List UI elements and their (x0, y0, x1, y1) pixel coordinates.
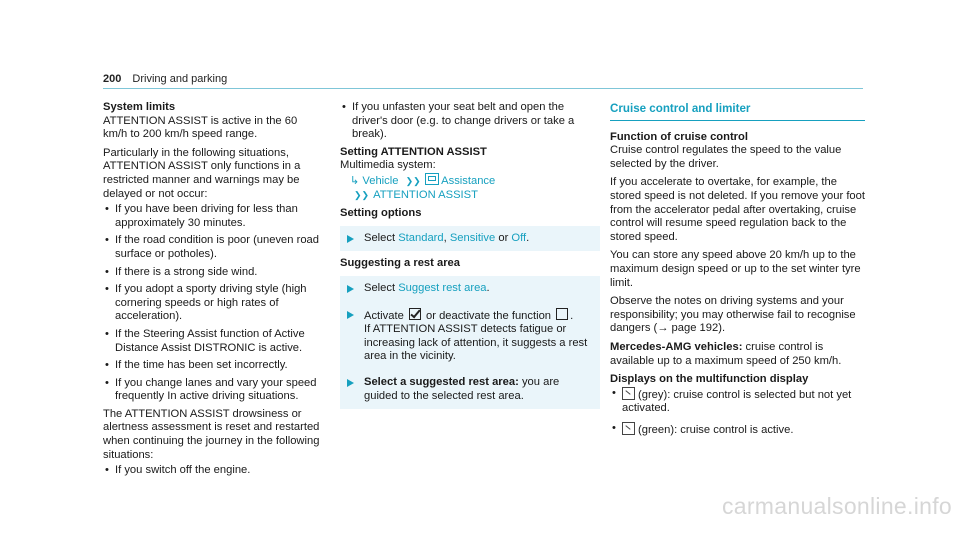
amg-paragraph (610, 341, 865, 368)
cruise-control-icon (622, 422, 635, 435)
step-text: you are guided to the selected rest area. (364, 375, 560, 402)
paragraph: You can store any speed above 20 km/h up to the maximum design speed or up to the set winter tyre limit. (610, 249, 861, 289)
display-item-text: (grey): cruise control is selected but not yet activated. (622, 388, 852, 415)
list-item (610, 422, 865, 438)
step-text-or: or (498, 231, 509, 244)
section-divider (610, 120, 865, 121)
header-divider (103, 88, 863, 89)
page-header (103, 73, 227, 87)
setting-heading: Setting ATTENTION ASSIST (340, 145, 487, 158)
step-text: Activate (364, 309, 404, 322)
menu-assistance: Assistance (441, 174, 496, 187)
list-item: • If you switch off the engine. (103, 464, 323, 478)
step-text: or deactivate the function (426, 309, 552, 322)
return-arrow-icon: ↳ (350, 174, 360, 187)
menu-path (340, 173, 600, 189)
display-heading: Displays on the multifunction display (610, 373, 809, 386)
paragraph: Observe the notes on driving systems and your responsibility; you may otherwise fail to recognise dangers (→ page 192). (610, 295, 856, 335)
list-item: • If you have been driving for less than approximately 30 minutes. (103, 203, 323, 230)
list-item: • If the time has been set incorrectly. (103, 359, 323, 373)
column-left (103, 101, 323, 482)
page-number: 200 (103, 73, 122, 85)
column-middle (340, 101, 600, 409)
list-item (610, 387, 865, 416)
option-standard: Standard (398, 231, 444, 244)
reset-paragraph: The ATTENTION ASSIST drowsiness or alertness assessment is reset and restarted when continuing the journey in the following situations: (103, 407, 320, 461)
step (364, 376, 592, 403)
step-arrow-icon (347, 285, 354, 293)
step-arrow-icon (347, 379, 354, 387)
watermark: carmanualsonline.info (721, 493, 952, 519)
checkbox-empty-icon (556, 308, 568, 320)
step-detail: If ATTENTION ASSIST detects fatigue or increasing lack of attention, it suggests a rest area in the vicinity. (364, 323, 588, 363)
function-heading: Function of cruise control (610, 130, 748, 143)
step-text: Select (364, 231, 396, 244)
step-arrow-icon (347, 311, 354, 319)
paragraph: If you accelerate to overtake, for example, the stored speed is not deleted. If you remove your foot from the accelerator pedal after overtaking, cruise control will resume speed regulation back to the stored speed. (610, 176, 865, 243)
option-sensitive: Sensitive (449, 231, 496, 244)
column-right (610, 101, 865, 441)
list-item: • If there is a strong side wind. (103, 266, 323, 280)
step-arrow-icon (347, 235, 354, 243)
checkbox-checked-icon (409, 308, 421, 320)
system-limits-intro: ATTENTION ASSIST is active in the 60 km/h to 200 km/h speed range. (103, 114, 298, 141)
list-item: • If you unfasten your seat belt and open the driver's door (e.g. to change drivers or take a break). (340, 101, 600, 142)
step: Select Standard, Sensitive or Off. (364, 232, 592, 246)
paragraph: Cruise control regulates the speed to the value selected by the driver. (610, 144, 842, 170)
menu-path-2 (340, 189, 600, 203)
step-text: Select (364, 281, 396, 294)
step-bold: Select a suggested rest area: (364, 375, 519, 388)
step: Activate or deactivate the function . If ATTENTION ASSIST detects fatigue or increasing lack of attention, it suggests a rest area in the vicinity. (364, 308, 592, 364)
list-item: • If the road condition is poor (uneven road surface or potholes). (103, 234, 323, 261)
list-item: • If you change lanes and vary your speed frequently In active driving situations. (103, 377, 323, 404)
section-heading: Cruise control and limiter (610, 102, 751, 115)
amg-bold: Mercedes-AMG vehicles: (610, 340, 743, 353)
step: Select Suggest rest area. (364, 282, 592, 296)
options-step-box (340, 226, 600, 252)
system-limits-heading: System limits (103, 101, 176, 113)
multimedia-label: Multimedia system: (340, 159, 436, 172)
double-chevron-icon: ❯❯ (354, 189, 370, 200)
suggest-rest-area-link: Suggest rest area (398, 281, 487, 294)
cruise-control-icon (622, 387, 635, 400)
suggest-step-box (340, 276, 600, 409)
option-off: Off (511, 231, 527, 244)
menu-attention-assist: ATTENTION ASSIST (373, 188, 478, 201)
list-item: • If you adopt a sporty driving style (high cornering speeds or high rates of acceleration). (103, 283, 323, 324)
options-heading: Setting options (340, 207, 422, 220)
double-chevron-icon: ❯❯ (405, 175, 421, 186)
amg-text: cruise control is available up to a maximum speed of 250 km/h. (610, 340, 842, 367)
system-limits-partial: Particularly in the following situations, ATTENTION ASSIST only functions in a restricted manner and warnings may be delayed or not occur: (103, 146, 301, 200)
menu-vehicle: Vehicle (362, 174, 399, 187)
display-item-text: (green): cruise control is active. (638, 423, 794, 436)
list-item: • If the Steering Assist function of Active Distance Assist DISTRONIC is active. (103, 328, 323, 355)
suggest-heading: Suggesting a rest area (340, 257, 460, 270)
section-title: Driving and parking (132, 73, 228, 85)
car-assist-icon (425, 173, 439, 185)
